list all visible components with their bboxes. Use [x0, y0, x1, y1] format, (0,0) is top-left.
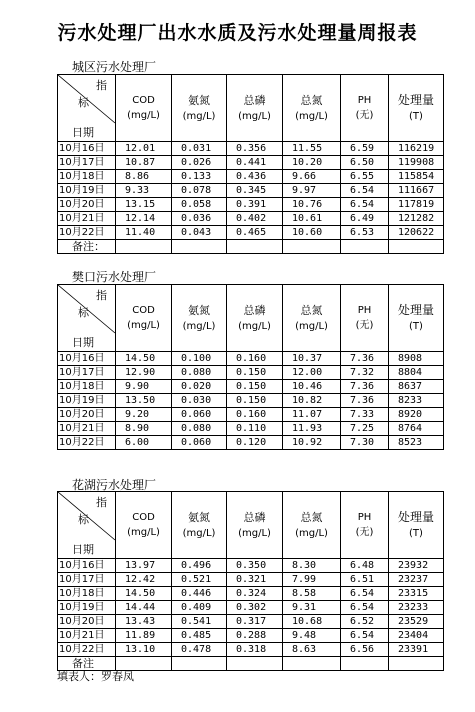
- header-label: (mg/L): [182, 527, 216, 539]
- value-cell: 8908: [389, 352, 444, 366]
- header-volume: [389, 492, 444, 559]
- value-cell: 8233: [389, 394, 444, 408]
- header-label: (无): [355, 527, 374, 538]
- value-cell: 14.50: [116, 587, 172, 601]
- empty-cell: [389, 240, 444, 254]
- header-nitrogen: [283, 492, 341, 559]
- header-label: 总氮: [300, 93, 323, 107]
- header-nitrogen: [283, 285, 341, 352]
- value-cell: 10.68: [283, 615, 341, 629]
- value-cell: 0.060: [172, 436, 227, 450]
- value-cell: 0.120: [227, 436, 283, 450]
- empty-cell: [389, 657, 444, 671]
- value-cell: 14.44: [116, 601, 172, 615]
- value-cell: 7.32: [341, 366, 389, 380]
- value-cell: 13.97: [116, 559, 172, 573]
- value-cell: 0.030: [172, 394, 227, 408]
- value-cell: 6.49: [341, 212, 389, 226]
- value-cell: 0.058: [172, 198, 227, 212]
- value-cell: 6.52: [341, 615, 389, 629]
- value-cell: 6.51: [341, 573, 389, 587]
- table-row: [58, 142, 444, 156]
- date-cell: 10月22日: [58, 436, 116, 450]
- value-cell: 0.150: [227, 394, 283, 408]
- value-cell: 0.302: [227, 601, 283, 615]
- date-cell: 10月16日: [58, 142, 116, 156]
- value-cell: 0.036: [172, 212, 227, 226]
- value-cell: 0.321: [227, 573, 283, 587]
- value-cell: 9.20: [116, 408, 172, 422]
- value-cell: 6.56: [341, 643, 389, 657]
- value-cell: 0.100: [172, 352, 227, 366]
- header-label: 总氮: [300, 510, 323, 524]
- value-cell: 6.54: [341, 601, 389, 615]
- table-row: [58, 212, 444, 226]
- date-cell: 10月18日: [58, 170, 116, 184]
- header-label: PH: [357, 512, 372, 523]
- value-cell: 12.14: [116, 212, 172, 226]
- header-label: COD: [132, 512, 155, 523]
- value-cell: 0.478: [172, 643, 227, 657]
- value-cell: 8.90: [116, 422, 172, 436]
- value-cell: 0.441: [227, 156, 283, 170]
- date-cell: 10月17日: [58, 573, 116, 587]
- date-cell: 10月20日: [58, 408, 116, 422]
- header-ammonia: [172, 285, 227, 352]
- table-row: [58, 380, 444, 394]
- value-cell: 6.54: [341, 587, 389, 601]
- corner-label-date: 日期: [72, 543, 94, 556]
- table-row: [58, 394, 444, 408]
- value-cell: 11.89: [116, 629, 172, 643]
- empty-cell: [283, 240, 341, 254]
- value-cell: 7.30: [341, 436, 389, 450]
- value-cell: 8.86: [116, 170, 172, 184]
- value-cell: 0.080: [172, 422, 227, 436]
- date-cell: 10月22日: [58, 643, 116, 657]
- value-cell: 8804: [389, 366, 444, 380]
- report-title: 污水处理厂出水水质及污水处理量周报表: [57, 22, 418, 44]
- header-volume: [389, 75, 444, 142]
- corner-label-biao: 标: [78, 513, 89, 526]
- value-cell: 6.54: [341, 629, 389, 643]
- note-label: 备注: [58, 657, 116, 671]
- filler-name: 填表人：罗春凤: [57, 670, 134, 683]
- value-cell: 12.00: [283, 366, 341, 380]
- value-cell: 6.59: [341, 142, 389, 156]
- header-label: (T): [409, 527, 423, 539]
- header-label: COD: [132, 305, 155, 316]
- corner-label-biao: 标: [78, 306, 89, 319]
- value-cell: 0.043: [172, 226, 227, 240]
- corner-label-biao: 标: [78, 96, 89, 109]
- value-cell: 0.150: [227, 366, 283, 380]
- value-cell: 0.288: [227, 629, 283, 643]
- value-cell: 0.020: [172, 380, 227, 394]
- corner-header-cell: [58, 75, 116, 142]
- value-cell: 13.43: [116, 615, 172, 629]
- value-cell: 11.07: [283, 408, 341, 422]
- value-cell: 7.33: [341, 408, 389, 422]
- date-cell: 10月21日: [58, 422, 116, 436]
- date-cell: 10月21日: [58, 212, 116, 226]
- value-cell: 0.496: [172, 559, 227, 573]
- date-cell: 10月19日: [58, 601, 116, 615]
- header-label: (mg/L): [295, 320, 328, 332]
- header-cod: [116, 285, 172, 352]
- date-cell: 10月16日: [58, 559, 116, 573]
- value-cell: 116219: [389, 142, 444, 156]
- value-cell: 13.10: [116, 643, 172, 657]
- value-cell: 11.55: [283, 142, 341, 156]
- header-label: (mg/L): [295, 527, 328, 539]
- corner-header-cell: [58, 285, 116, 352]
- header-ph: [341, 75, 389, 142]
- value-cell: 13.15: [116, 198, 172, 212]
- value-cell: 0.345: [227, 184, 283, 198]
- table-row: [58, 573, 444, 587]
- value-cell: 9.97: [283, 184, 341, 198]
- header-label: (mg/L): [238, 527, 271, 539]
- value-cell: 9.48: [283, 629, 341, 643]
- table-row: [58, 408, 444, 422]
- value-cell: 10.61: [283, 212, 341, 226]
- header-label: 总磷: [243, 303, 266, 317]
- value-cell: 7.99: [283, 573, 341, 587]
- value-cell: 8920: [389, 408, 444, 422]
- empty-cell: [172, 657, 227, 671]
- corner-label-zhi: 指: [96, 79, 107, 92]
- value-cell: 0.436: [227, 170, 283, 184]
- value-cell: 23932: [389, 559, 444, 573]
- value-cell: 23391: [389, 643, 444, 657]
- header-cod: [116, 75, 172, 142]
- header-phosphorus: [227, 285, 283, 352]
- header-ph: [341, 492, 389, 559]
- header-cod: [116, 492, 172, 559]
- value-cell: 6.53: [341, 226, 389, 240]
- header-ammonia: [172, 492, 227, 559]
- empty-cell: [116, 240, 172, 254]
- table-header-row: [58, 75, 444, 142]
- date-cell: 10月18日: [58, 380, 116, 394]
- header-label: (mg/L): [127, 110, 160, 121]
- value-cell: 6.54: [341, 184, 389, 198]
- table-row: [58, 615, 444, 629]
- header-label: 处理量: [397, 302, 434, 317]
- value-cell: 0.160: [227, 352, 283, 366]
- corner-label-zhi: 指: [96, 289, 107, 302]
- value-cell: 9.31: [283, 601, 341, 615]
- empty-cell: [227, 240, 283, 254]
- header-label: (无): [355, 110, 374, 121]
- value-cell: 7.36: [341, 394, 389, 408]
- value-cell: 0.485: [172, 629, 227, 643]
- value-cell: 0.060: [172, 408, 227, 422]
- table-fankou: [57, 284, 444, 450]
- header-label: 氨氮: [188, 303, 210, 317]
- value-cell: 111667: [389, 184, 444, 198]
- date-cell: 10月19日: [58, 184, 116, 198]
- header-label: (mg/L): [182, 320, 216, 332]
- value-cell: 10.76: [283, 198, 341, 212]
- value-cell: 8523: [389, 436, 444, 450]
- date-cell: 10月16日: [58, 352, 116, 366]
- value-cell: 0.324: [227, 587, 283, 601]
- date-cell: 10月19日: [58, 394, 116, 408]
- empty-cell: [227, 657, 283, 671]
- value-cell: 0.391: [227, 198, 283, 212]
- header-label: PH: [357, 305, 372, 316]
- value-cell: 9.90: [116, 380, 172, 394]
- header-label: (无): [355, 320, 374, 331]
- value-cell: 8764: [389, 422, 444, 436]
- header-label: (T): [409, 320, 423, 332]
- table-row: [58, 170, 444, 184]
- table-row: [58, 559, 444, 573]
- value-cell: 10.87: [116, 156, 172, 170]
- header-nitrogen: [283, 75, 341, 142]
- value-cell: 23233: [389, 601, 444, 615]
- table-row: [58, 198, 444, 212]
- header-label: (mg/L): [238, 320, 271, 332]
- date-cell: 10月18日: [58, 587, 116, 601]
- value-cell: 7.36: [341, 352, 389, 366]
- value-cell: 117819: [389, 198, 444, 212]
- date-cell: 10月17日: [58, 366, 116, 380]
- value-cell: 6.55: [341, 170, 389, 184]
- value-cell: 12.01: [116, 142, 172, 156]
- value-cell: 0.080: [172, 366, 227, 380]
- value-cell: 23315: [389, 587, 444, 601]
- value-cell: 0.133: [172, 170, 227, 184]
- value-cell: 120622: [389, 226, 444, 240]
- value-cell: 23237: [389, 573, 444, 587]
- empty-cell: [341, 657, 389, 671]
- header-label: (T): [409, 110, 423, 122]
- value-cell: 7.36: [341, 380, 389, 394]
- header-label: 处理量: [397, 92, 434, 107]
- value-cell: 0.409: [172, 601, 227, 615]
- header-label: 总磷: [243, 510, 266, 524]
- header-label: (mg/L): [182, 110, 216, 122]
- table-row: [58, 436, 444, 450]
- value-cell: 11.40: [116, 226, 172, 240]
- value-cell: 10.82: [283, 394, 341, 408]
- header-volume: [389, 285, 444, 352]
- value-cell: 8.58: [283, 587, 341, 601]
- value-cell: 6.48: [341, 559, 389, 573]
- header-label: 总氮: [300, 303, 323, 317]
- header-label: 氨氮: [188, 93, 210, 107]
- header-phosphorus: [227, 492, 283, 559]
- empty-cell: [283, 657, 341, 671]
- value-cell: 0.160: [227, 408, 283, 422]
- value-cell: 6.54: [341, 198, 389, 212]
- table-chengqu: [57, 74, 444, 254]
- value-cell: 119908: [389, 156, 444, 170]
- value-cell: 10.37: [283, 352, 341, 366]
- value-cell: 7.25: [341, 422, 389, 436]
- value-cell: 0.110: [227, 422, 283, 436]
- corner-header-cell: [58, 492, 116, 559]
- value-cell: 8.30: [283, 559, 341, 573]
- table-header-row: [58, 492, 444, 559]
- header-label: (mg/L): [238, 110, 271, 122]
- header-label: COD: [132, 95, 155, 106]
- value-cell: 0.465: [227, 226, 283, 240]
- value-cell: 0.318: [227, 643, 283, 657]
- value-cell: 0.150: [227, 380, 283, 394]
- header-label: 总磷: [243, 93, 266, 107]
- date-cell: 10月20日: [58, 615, 116, 629]
- value-cell: 13.50: [116, 394, 172, 408]
- table-row: [58, 156, 444, 170]
- value-cell: 115854: [389, 170, 444, 184]
- value-cell: 8.63: [283, 643, 341, 657]
- value-cell: 0.402: [227, 212, 283, 226]
- date-cell: 10月20日: [58, 198, 116, 212]
- value-cell: 0.446: [172, 587, 227, 601]
- value-cell: 0.078: [172, 184, 227, 198]
- header-label: 氨氮: [188, 510, 210, 524]
- value-cell: 8637: [389, 380, 444, 394]
- header-ammonia: [172, 75, 227, 142]
- table-row: [58, 629, 444, 643]
- value-cell: 23529: [389, 615, 444, 629]
- value-cell: 14.50: [116, 352, 172, 366]
- table-row: [58, 601, 444, 615]
- value-cell: 9.33: [116, 184, 172, 198]
- value-cell: 0.541: [172, 615, 227, 629]
- table-row: [58, 226, 444, 240]
- header-ph: [341, 285, 389, 352]
- table-row: [58, 184, 444, 198]
- value-cell: 10.20: [283, 156, 341, 170]
- value-cell: 6.50: [341, 156, 389, 170]
- value-cell: 0.317: [227, 615, 283, 629]
- value-cell: 10.60: [283, 226, 341, 240]
- header-label: 处理量: [397, 509, 434, 524]
- value-cell: 10.46: [283, 380, 341, 394]
- corner-label-zhi: 指: [96, 496, 107, 509]
- value-cell: 23404: [389, 629, 444, 643]
- table-row: [58, 643, 444, 657]
- empty-cell: [341, 240, 389, 254]
- section-name-huahu: 花湖污水处理厂: [72, 478, 157, 492]
- section-name-fankou: 樊口污水处理厂: [72, 270, 157, 284]
- table-row: [58, 422, 444, 436]
- value-cell: 0.026: [172, 156, 227, 170]
- value-cell: 0.356: [227, 142, 283, 156]
- date-cell: 10月21日: [58, 629, 116, 643]
- corner-label-date: 日期: [72, 126, 94, 139]
- note-label: 备注：: [58, 240, 116, 254]
- header-label: (mg/L): [295, 110, 328, 122]
- header-phosphorus: [227, 75, 283, 142]
- note-row: [58, 240, 444, 254]
- value-cell: 11.93: [283, 422, 341, 436]
- value-cell: 0.521: [172, 573, 227, 587]
- value-cell: 121282: [389, 212, 444, 226]
- table-row: [58, 587, 444, 601]
- value-cell: 12.90: [116, 366, 172, 380]
- section-name-chengqu: 城区污水处理厂: [72, 60, 157, 74]
- value-cell: 0.350: [227, 559, 283, 573]
- table-row: [58, 352, 444, 366]
- value-cell: 6.00: [116, 436, 172, 450]
- table-row: [58, 366, 444, 380]
- table-huahu: [57, 491, 444, 671]
- value-cell: 9.66: [283, 170, 341, 184]
- date-cell: 10月17日: [58, 156, 116, 170]
- header-label: (mg/L): [127, 527, 160, 538]
- header-label: PH: [357, 95, 372, 106]
- date-cell: 10月22日: [58, 226, 116, 240]
- table-header-row: [58, 285, 444, 352]
- value-cell: 10.92: [283, 436, 341, 450]
- header-label: (mg/L): [127, 320, 160, 331]
- value-cell: 12.42: [116, 573, 172, 587]
- corner-label-date: 日期: [72, 336, 94, 349]
- empty-cell: [172, 240, 227, 254]
- value-cell: 0.031: [172, 142, 227, 156]
